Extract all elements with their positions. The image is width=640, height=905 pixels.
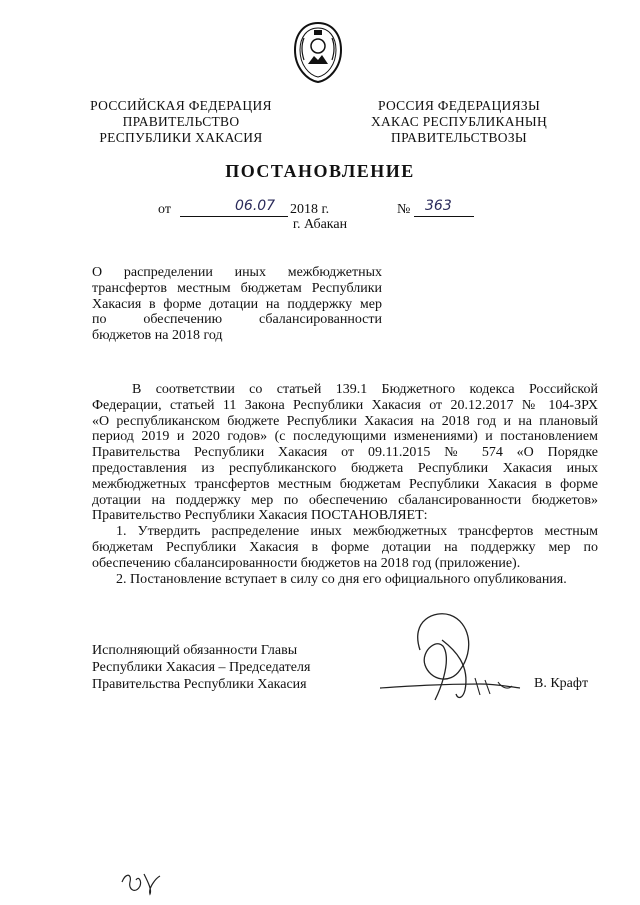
body-line: период 2019 и 2020 годов» (с последующими изменениями) и постановлением	[92, 429, 598, 445]
handwritten-signature-icon	[380, 610, 530, 710]
body-line: Правительство Республики Хакасия ПОСТАНОВЛЯЕТ:	[92, 508, 428, 524]
document-title: ПОСТАНОВЛЕНИЕ	[225, 161, 415, 181]
signatory-position-line: Исполняющий обязанности Главы	[92, 643, 298, 658]
body-line: Правительства Республики Хакасия от 09.11.2015 № 574 «О Порядке	[92, 445, 598, 461]
body-line: В соответствии со статьей 139.1 Бюджетного кодекса Российской	[132, 382, 598, 397]
document-number: 363	[425, 198, 452, 214]
subject-line: О распределении иных межбюджетных	[92, 265, 382, 280]
subject-line: по обеспечению сбалансированности	[92, 312, 382, 328]
header-right-line: ПРАВИТЕЛЬСТВОЗЫ	[391, 130, 527, 145]
subject-line: бюджетов на 2018 год	[92, 328, 223, 344]
signatory-position-line: Республики Хакасия – Председателя	[92, 660, 311, 675]
header-left	[88, 98, 274, 146]
body-line: «О республиканском бюджете Республики Хакасия на 2018 год и на плановый	[92, 413, 598, 429]
header-right-line: РОССИЯ ФЕДЕРАЦИЯЗЫ	[377, 98, 541, 113]
body-line: 1. Утвердить распределение иных межбюджетных трансфертов местным	[116, 524, 598, 540]
body-line: бюджетам Республики Хакасия в форме дотации на поддержку мер по	[92, 539, 598, 555]
header-left-line: ПРАВИТЕЛЬСТВО	[122, 114, 240, 129]
signatory-name: В. Крафт	[534, 676, 589, 691]
date-prefix: от	[158, 202, 171, 217]
city: г. Абакан	[292, 217, 348, 232]
header-right-line: ХАКАС РЕСПУБЛИКАНЫҢ	[370, 114, 548, 129]
header-left-line: РОССИЙСКАЯ ФЕДЕРАЦИЯ	[90, 98, 272, 113]
coat-of-arms-emblem-icon	[290, 20, 346, 84]
body-line: Федерации, статьей 11 Закона Республики Хакасия от 20.12.2017 № 104-ЗРХ	[92, 397, 598, 413]
subject-line: трансфертов местным бюджетам Республики	[92, 280, 382, 296]
subject-block	[92, 265, 382, 344]
signatory-position-line: Правительства Республики Хакасия	[92, 677, 307, 692]
handwritten-mark-icon	[118, 868, 166, 898]
year-label: 2018 г.	[290, 202, 330, 217]
body-line: 2. Постановление вступает в силу со дня его официального опубликования.	[116, 571, 567, 587]
header-right	[366, 98, 552, 146]
body-text	[92, 382, 598, 587]
date-value: 06.07	[235, 198, 276, 214]
body-line: предоставления из республиканского бюджета Республики Хакасия иных	[92, 460, 598, 476]
body-line: межбюджетных трансфертов местным бюджетам Республики Хакасия в форме	[92, 476, 598, 492]
signatory-position	[92, 642, 310, 693]
body-line: обеспечению сбалансированности бюджетов на 2018 год (приложение).	[92, 555, 521, 571]
header-left-line: РЕСПУБЛИКИ ХАКАСИЯ	[99, 130, 263, 145]
body-line: дотации на поддержку мер по обеспечению сбалансированности бюджетов»	[92, 492, 598, 508]
subject-line: Хакасия в форме дотации на поддержку мер	[92, 296, 382, 312]
number-sign: №	[397, 202, 411, 217]
